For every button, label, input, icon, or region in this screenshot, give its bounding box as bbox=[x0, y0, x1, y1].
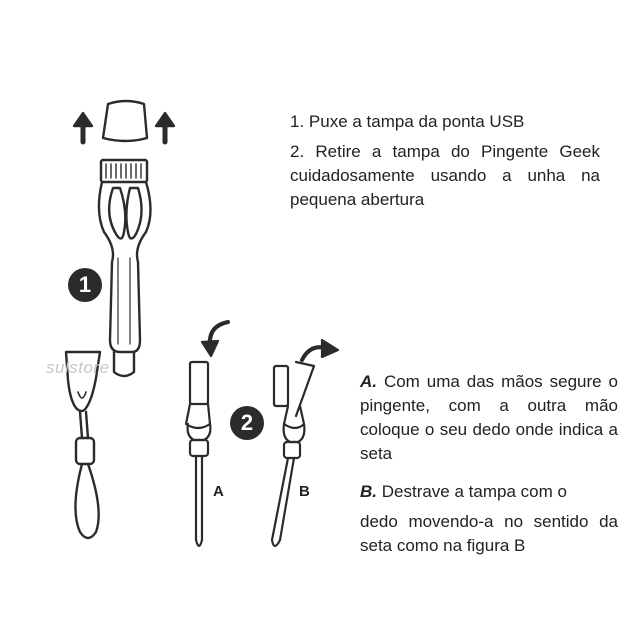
figure-1-usb-pendant bbox=[66, 101, 174, 538]
instruction-a-lead: A. bbox=[360, 372, 377, 391]
step-1-badge: 1 bbox=[68, 268, 102, 302]
instruction-b-lead: B. bbox=[360, 482, 377, 501]
figure-2b bbox=[272, 340, 338, 546]
figure-b-label: B bbox=[299, 483, 310, 500]
step-1-text: 1. Puxe a tampa da ponta USB bbox=[290, 112, 525, 131]
instruction-a bbox=[360, 370, 618, 466]
curved-arrow-right-icon bbox=[302, 340, 338, 360]
store-watermark: sulstore bbox=[46, 358, 110, 377]
figure-2a bbox=[186, 322, 228, 546]
up-arrow-left-icon bbox=[74, 113, 92, 142]
step-2-text: 2. Retire a tampa do Pingente Geek cuidadosamente usando a unha na pequena abertura bbox=[290, 142, 600, 209]
step-2-badge: 2 bbox=[230, 406, 264, 440]
instruction-b bbox=[360, 480, 618, 558]
up-arrow-right-icon bbox=[156, 113, 174, 142]
curved-arrow-down-icon bbox=[202, 322, 228, 356]
usb-cap bbox=[103, 101, 147, 141]
instruction-b-text-1: Destrave a tampa com o bbox=[381, 482, 567, 501]
figure-a-label: A bbox=[213, 483, 224, 500]
usb-connector bbox=[101, 160, 147, 182]
instruction-b-text-2: dedo movendo-a no sentido da seta como na figura B bbox=[360, 512, 618, 555]
strap bbox=[80, 412, 88, 438]
instruction-a-text: Com uma das mãos segure o pingente, com a outra mão coloque o seu dedo onde indica a seta bbox=[360, 372, 618, 463]
